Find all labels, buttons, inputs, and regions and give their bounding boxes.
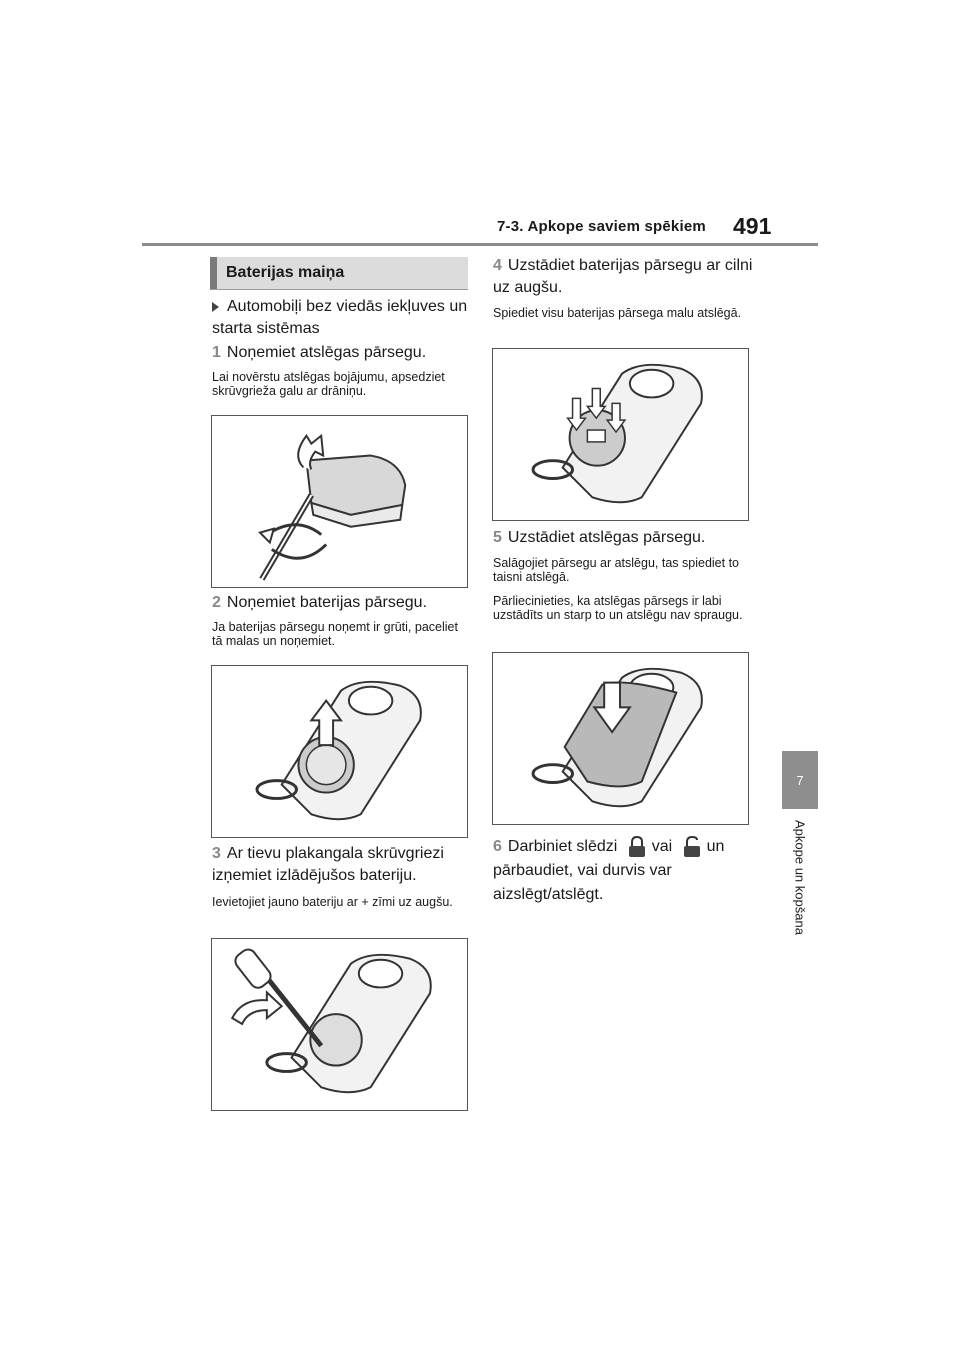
battery-cover-removal-illustration [212,666,467,837]
step-3 [212,843,474,887]
step-text: Uzstādiet baterijas pārsegu ar cilni uz augšu. [493,257,753,296]
figure-remove-battery [211,938,468,1111]
step-1-note: Lai novērstu atslēgas bojājumu, apsedziet skrūvgrieža galu ar drāniņu. [212,370,445,398]
step-text: Noņemiet baterijas pārsegu. [226,594,428,611]
unlock-icon [683,836,701,858]
step-3-note: Ievietojiet jauno bateriju ar + zīmi uz augšu. [212,895,453,909]
step-number: 2 [212,594,221,611]
chapter-number: 7 [796,772,804,788]
chapter-side-label [781,820,819,970]
step-2 [212,592,472,614]
chapter-tab [782,751,818,809]
step-text: Noņemiet atslēgas pārsegu. [226,344,427,361]
step-number: 1 [212,344,221,361]
triangle-bullet-icon [212,302,219,312]
key-cover-install-illustration [493,653,748,824]
step-5 [493,527,755,549]
figure-install-battery-cover [492,348,749,521]
subheading-text: Automobiļi bez viedās iekļuves un starta sistēmas [212,298,468,337]
step-5-note-2: Pārliecinieties, ka atslēgas pārsegs ir labi uzstādīts un starp to un atslēgu nav spraugu. [493,594,743,622]
step-4-note: Spiediet visu baterijas pārsega malu atslēgā. [493,306,742,320]
page-number: 491 [733,213,772,239]
section-title: Baterijas maiņa [210,257,468,289]
battery-cover-install-illustration [493,349,748,520]
step-number: 5 [493,529,502,546]
step-number: 3 [212,845,221,862]
step-text-part: un pārbaudiet, vai durvis var aizslēgt/atslēgt. [493,838,725,903]
subheading [212,296,468,340]
battery-removal-illustration [212,939,467,1110]
step-number: 6 [493,838,502,855]
figure-remove-battery-cover [211,665,468,838]
step-4 [493,255,755,299]
step-text-part: vai [651,838,673,855]
chapter-title: Apkope un kopšana [792,820,808,935]
step-text: Uzstādiet atslēgas pārsegu. [507,529,706,546]
step-6 [493,835,755,907]
step-1 [212,342,472,364]
figure-remove-key-cover [211,415,468,588]
step-2-note: Ja baterijas pārsegu noņemt ir grūti, paceliet tā malas un noņemiet. [212,620,458,648]
step-5-note-1: Salāgojiet pārsegu ar atslēgu, tas spiediet to taisni atslēgā. [493,556,739,584]
step-text: Ar tievu plakangala skrūvgriezi izņemiet izlādējušos bateriju. [212,845,444,884]
key-cover-removal-illustration [212,416,467,587]
step-text-part: Darbiniet slēdzi [507,838,618,855]
lock-icon [628,836,646,858]
header-rule [142,243,818,246]
section-title-rule [210,289,468,290]
step-number: 4 [493,257,502,274]
figure-install-key-cover [492,652,749,825]
header-section-title: 7-3. Apkope saviem spēkiem [497,218,706,235]
